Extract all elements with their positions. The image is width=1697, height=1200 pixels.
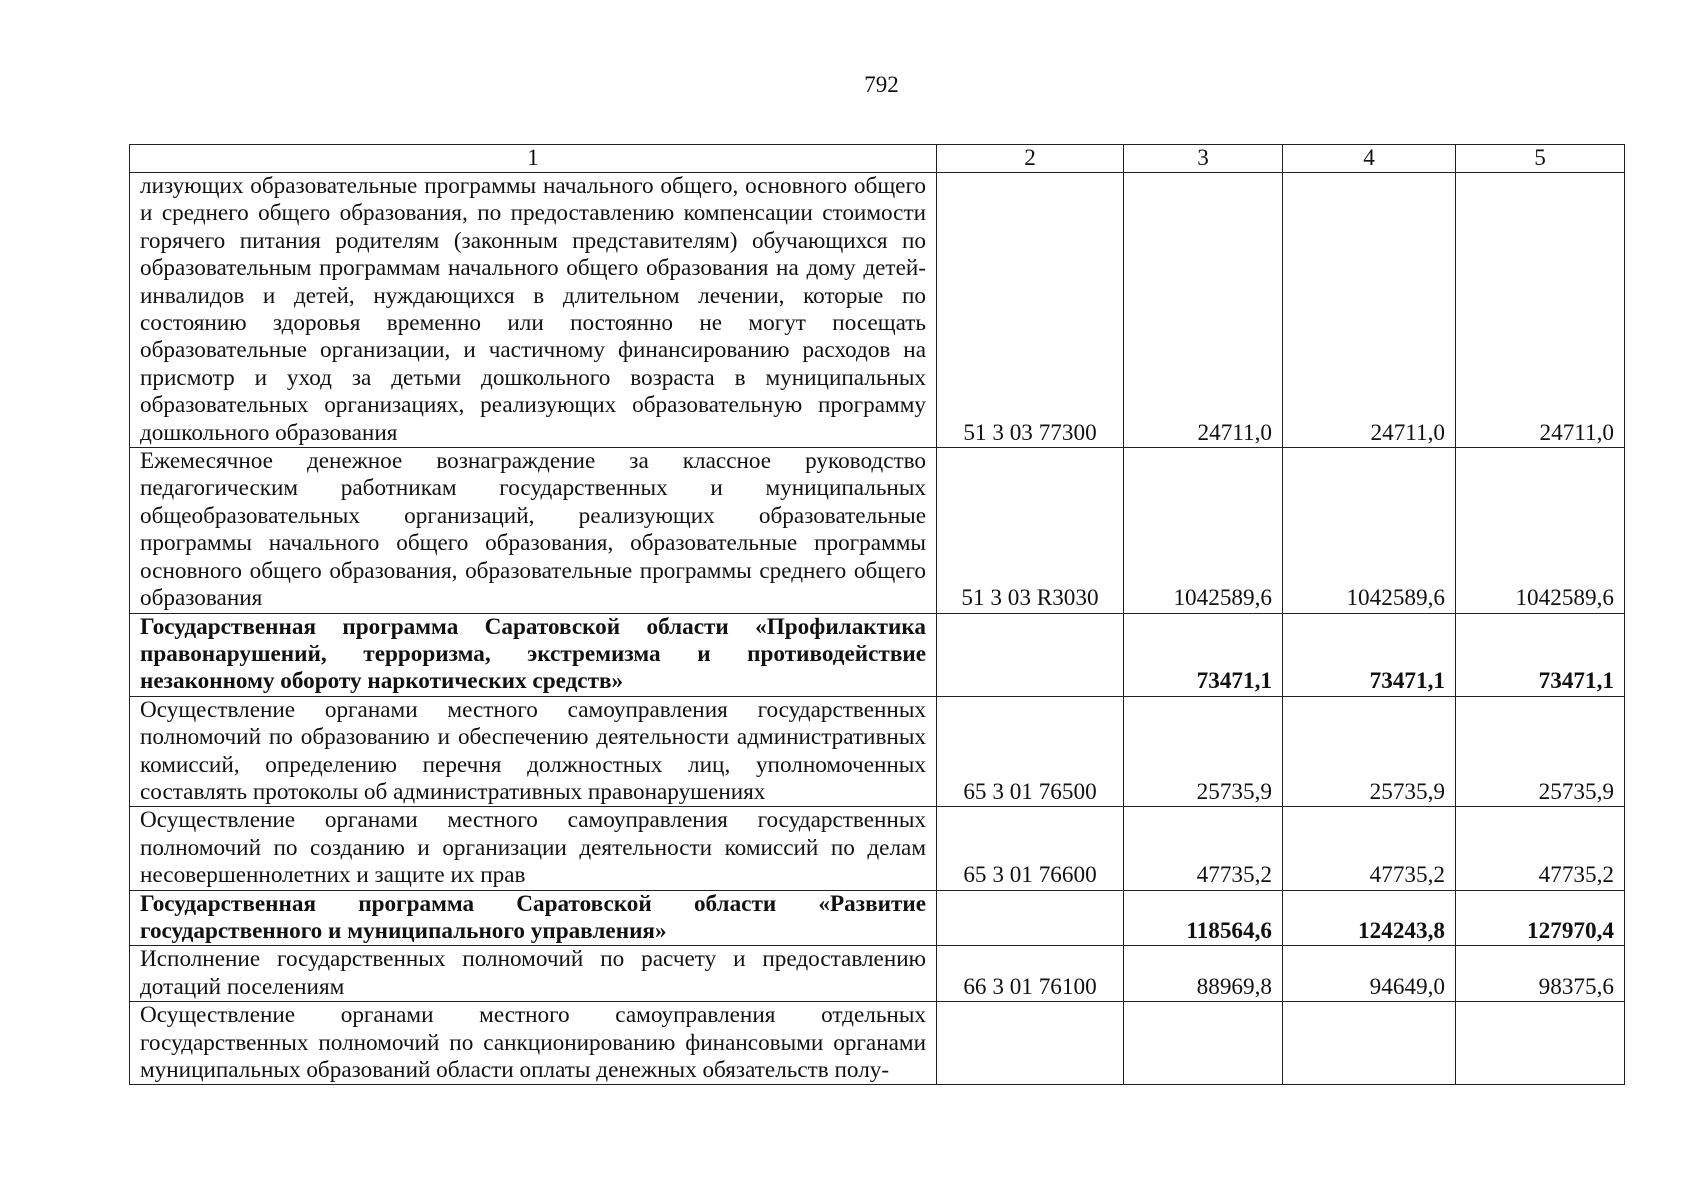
row-code: 51 3 03 R3030 [937,448,1124,613]
row-value-col4: 94649,0 [1283,946,1456,1002]
row-value-col3 [1124,1002,1283,1085]
row-value-col5: 47735,2 [1456,807,1625,890]
row-value-col5: 127970,4 [1456,890,1625,946]
row-description: Исполнение государственных полномочий по расчету и предоставлению дотаций поселениям [130,946,937,1002]
row-value-col5: 98375,6 [1456,946,1625,1002]
column-header-1: 1 [130,145,937,173]
row-value-col4: 25735,9 [1283,696,1456,807]
table-row [130,696,1625,807]
row-value-col3: 88969,8 [1124,946,1283,1002]
program-total-row [130,890,1625,946]
row-description: Государственная программа Саратовской области «Развитие государственного и муниципального управления» [130,890,937,946]
row-description: Осуществление органами местного самоуправления государственных полномочий по образованию и обеспечению деятельности административных комиссий, определению перечня должностных лиц, уполномоченных составлять протоколы об административных правонарушениях [130,696,937,807]
row-value-col5: 25735,9 [1456,696,1625,807]
row-value-col4: 24711,0 [1283,173,1456,448]
row-value-col3: 47735,2 [1124,807,1283,890]
table-row [130,807,1625,890]
row-description: Ежемесячное денежное вознаграждение за классное руководство педагогическим работникам государственных и муниципальных общеобразовательных организаций, реализующих образовательные программы начального общего образования, образовательные программы основного общего образования, образовательные программы среднего общего образования [130,448,937,613]
table-row [130,946,1625,1002]
row-description: лизующих образовательные программы начального общего, основного общего и среднего общего образования, по предоставлению компенсации стоимости горячего питания родителям (законным представителям) обучающихся по образовательным программам начального общего образования на дому детей-инвалидов и детей, нуждающихся в длительном лечении, которые по состоянию здоровья временно или постоянно не могут посещать образовательные организации, и частичному финансированию расходов на присмотр и уход за детьми дошкольного возраста в муниципальных образовательных организациях, реализующих образовательную программу дошкольного образования [130,173,937,448]
table-row [130,448,1625,613]
row-description: Осуществление органами местного самоуправления отдельных государственных полномочий по санкционированию финансовыми органами муниципальных образований области оплаты денежных обязательств полу- [130,1002,937,1085]
row-code: 65 3 01 76600 [937,807,1124,890]
program-total-row [130,613,1625,696]
table-row [130,173,1625,448]
row-code [937,613,1124,696]
table-row [130,1002,1625,1085]
row-value-col4: 47735,2 [1283,807,1456,890]
row-value-col5: 73471,1 [1456,613,1625,696]
row-value-col3: 73471,1 [1124,613,1283,696]
row-value-col3: 25735,9 [1124,696,1283,807]
row-description: Государственная программа Саратовской области «Профилактика правонарушений, терроризма, экстремизма и противодействие незаконному обороту наркотических средств» [130,613,937,696]
row-value-col4 [1283,1002,1456,1085]
row-code [937,890,1124,946]
row-code: 66 3 01 76100 [937,946,1124,1002]
row-code: 51 3 03 77300 [937,173,1124,448]
row-value-col5: 24711,0 [1456,173,1625,448]
row-code: 65 3 01 76500 [937,696,1124,807]
row-value-col4: 124243,8 [1283,890,1456,946]
row-code [937,1002,1124,1085]
column-header-5: 5 [1456,145,1625,173]
column-header-3: 3 [1124,145,1283,173]
column-header-2: 2 [937,145,1124,173]
row-value-col5 [1456,1002,1625,1085]
row-value-col5: 1042589,6 [1456,448,1625,613]
row-value-col3: 24711,0 [1124,173,1283,448]
row-value-col4: 1042589,6 [1283,448,1456,613]
column-header-4: 4 [1283,145,1456,173]
row-value-col3: 118564,6 [1124,890,1283,946]
row-value-col4: 73471,1 [1283,613,1456,696]
budget-table [129,144,1625,1085]
row-description: Осуществление органами местного самоуправления государственных полномочий по созданию и организации деятельности комиссий по делам несовершеннолетних и защите их прав [130,807,937,890]
header-row [130,145,1625,173]
page-number: 792 [864,72,899,97]
row-value-col3: 1042589,6 [1124,448,1283,613]
